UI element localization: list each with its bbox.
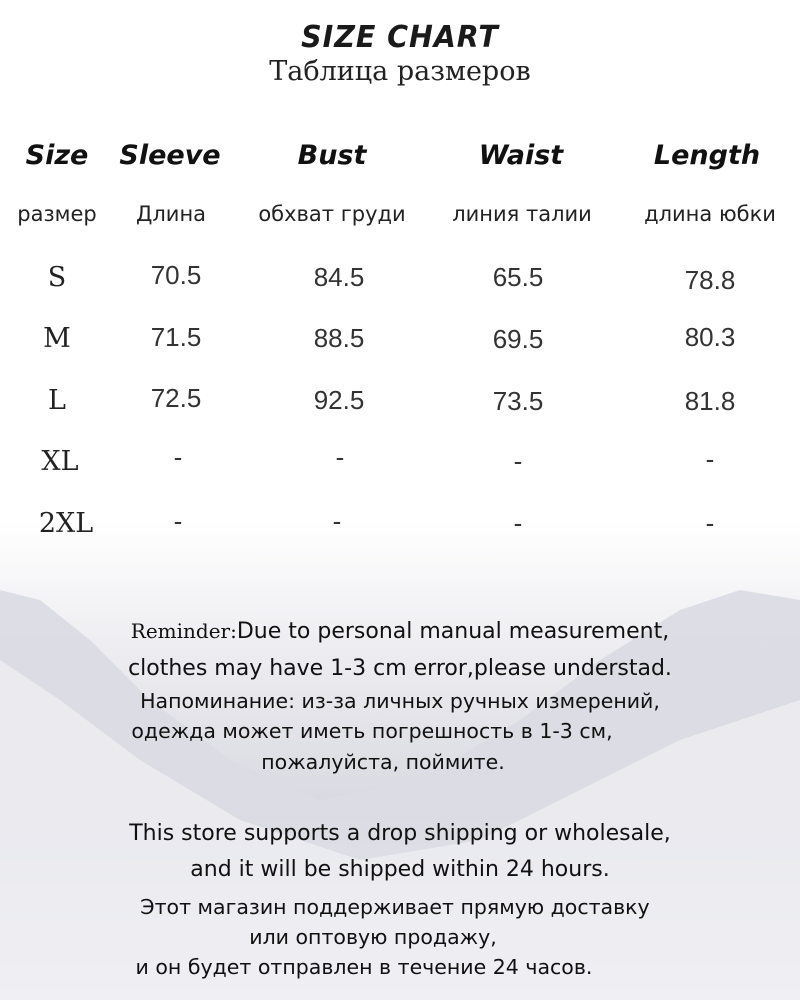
row-size-label: M xyxy=(43,323,71,354)
table-cell: - xyxy=(513,508,523,538)
table-cell: - xyxy=(705,444,715,474)
column-sublabel-sleeve: Длина xyxy=(135,202,207,226)
page-title: SIZE CHART xyxy=(301,20,499,55)
store-line-2: and it will be shipped within 24 hours. xyxy=(190,857,610,882)
column-header-bust: Bust xyxy=(297,140,367,171)
store-ru-line-3: и он будет отправлен в течение 24 часов. xyxy=(135,955,593,979)
column-header-waist: Waist xyxy=(478,140,564,171)
reminder-ru-line-3: пожалуйста, поймите. xyxy=(261,750,505,774)
column-header-length: Length xyxy=(653,140,761,171)
store-ru-line-2: или оптовую продажу, xyxy=(249,925,497,949)
table-cell: - xyxy=(332,506,342,536)
reminder-line-1: Reminder:Due to personal manual measurement, xyxy=(130,619,670,644)
column-header-size: Size xyxy=(25,140,89,171)
table-cell: 72.5 xyxy=(150,383,202,413)
page-subtitle: Таблица размеров xyxy=(269,56,531,87)
row-size-label: 2XL xyxy=(38,508,94,539)
store-ru-line-1: Этот магазин поддерживает прямую доставку xyxy=(140,895,650,919)
column-header-sleeve: Sleeve xyxy=(119,140,221,171)
column-sublabel-bust: обхват груди xyxy=(258,202,406,226)
table-cell: 73.5 xyxy=(492,386,544,416)
table-cell: 81.8 xyxy=(684,386,736,416)
table-cell: 71.5 xyxy=(150,322,202,352)
column-sublabel-length: длина юбки xyxy=(644,202,776,226)
column-sublabel-size: размер xyxy=(17,202,97,226)
table-cell: 70.5 xyxy=(150,260,202,290)
table-cell: 80.3 xyxy=(684,322,736,352)
table-cell: - xyxy=(705,508,715,538)
reminder-ru-line-1: Напоминание: из-за личных ручных измерений, xyxy=(140,689,660,713)
table-cell: - xyxy=(173,442,183,472)
store-line-1: This store supports a drop shipping or wholesale, xyxy=(129,821,671,846)
table-cell: 84.5 xyxy=(313,262,365,292)
row-size-label: XL xyxy=(41,446,79,477)
table-cell: - xyxy=(335,442,345,472)
reminder-label: Reminder: xyxy=(130,619,237,643)
table-cell: 88.5 xyxy=(313,323,365,353)
reminder-line-2: clothes may have 1-3 cm error,please understad. xyxy=(128,656,672,681)
table-cell: - xyxy=(513,446,523,476)
row-size-label: L xyxy=(48,385,66,416)
table-cell: 69.5 xyxy=(492,324,544,354)
row-size-label: S xyxy=(47,262,67,293)
table-cell: - xyxy=(173,506,183,536)
table-cell: 78.8 xyxy=(684,265,736,295)
table-cell: 65.5 xyxy=(492,262,544,292)
column-sublabel-waist: линия талии xyxy=(452,202,592,226)
table-cell: 92.5 xyxy=(313,385,365,415)
reminder-ru-line-2: одежда может иметь погрешность в 1-3 см, xyxy=(131,719,613,743)
